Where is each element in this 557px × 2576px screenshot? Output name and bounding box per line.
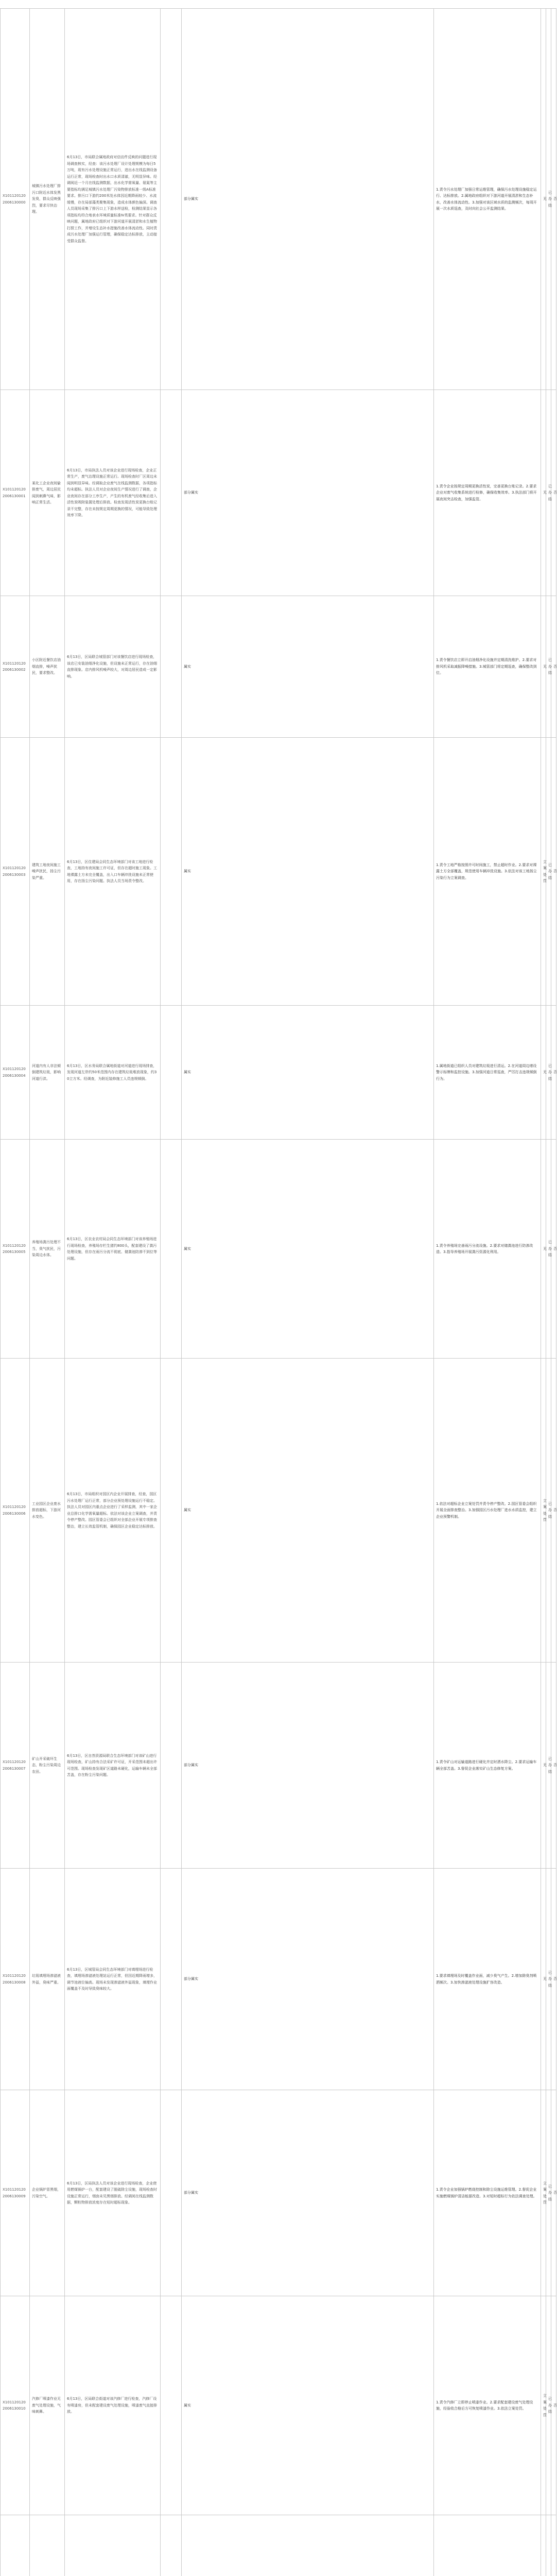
cell-flag: 已办结 — [546, 390, 551, 596]
cell-grade: 无 — [541, 1140, 546, 1359]
cell-description: 6月13日，区城管局会同生态环境部门对填埋场进行检查，填埋场渗滤液处理站运行正常，但因近期降雨增多，调节池液位偏高。现场未发现渗滤液外溢现象，填埋作业面覆盖不及时导致臭味较大。 — [65, 1869, 161, 2090]
cell-measures: 1.责令企业按规定周期更换活性炭，完善更换台账记录。2.要求企业对废气收集系统进行检修，确保收集效率。3.执法部门将开展夜间突击检查，加强监管。 — [434, 390, 541, 596]
cell-flag: 已办结 — [546, 2090, 551, 2296]
table-row — [1, 2090, 556, 2296]
cell-measures: 1.依法对超标企业立案处罚并责令停产整改。2.园区管委会组织开展全面排查整治。3.加强园区污水处理厂进水水质监控，建立企业预警机制。 — [434, 1359, 541, 1663]
cell-result: 属实 — [182, 596, 434, 738]
cell-measures: 1.责令矿山对运输道路进行硬化并定时洒水降尘。2.要求运输车辆全部苫盖。3.督促企业落实矿山生态修复方案。 — [434, 1663, 541, 1869]
cell-code: X1011201202006130008 — [1, 1869, 30, 2090]
cell-flag — [546, 2515, 551, 2576]
cell-grade: 立案处罚 — [541, 1359, 546, 1663]
cell-grade — [541, 2515, 546, 2576]
cell-measures: 1.责令餐饮店立即开启油烟净化设施并定期清洗维护。2.要求对排风机采取减振降噪措施。3.城管部门将定期巡查，确保整改到位。 — [434, 596, 541, 738]
cell-grade: 无 — [541, 1006, 546, 1140]
cell-description: 6月13日，市局执法人员对该企业进行现场检查，企业正常生产，废气治理设施正常运行。现场检查时厂区周边未闻到明显异味。经调取企业废气在线监测数据，各项指标均未超标。执法人员对企业夜间生产情况进行了调查，企业夜间存在部分工序生产，产生的有机废气经收集后进入活性炭吸附装置处理后排放。检查发现活性炭更换台账记录不完整，存在未按规定周期更换的情况，可能导致处理效率下降。 — [65, 390, 161, 596]
cell-description — [65, 2515, 161, 2576]
cell-category: 企业锅炉冒黑烟，污染空气。 — [30, 2090, 65, 2296]
cell-category: 垃圾填埋场渗滤液外溢，臭味严重。 — [30, 1869, 65, 2090]
cell-result: 属实 — [182, 738, 434, 1006]
cell-category: 建筑工地夜间施工噪声扰民，扬尘污染严重。 — [30, 738, 65, 1006]
table-row — [1, 1140, 556, 1359]
cell-measures: 1.责令工地严格按照许可时间施工，禁止超时作业。2.要求对裸露土方全部覆盖，规范使用车辆冲洗设施。3.依法对该工地扬尘污染行为立案调查。 — [434, 738, 541, 1006]
cell-area — [161, 1006, 182, 1140]
petition-table — [0, 8, 556, 2576]
cell-result: 部分属实 — [182, 2090, 434, 2296]
cell-category: 养殖场粪污处理不当，臭气扰民，污染周边水体。 — [30, 1140, 65, 1359]
table-row — [1, 2515, 556, 2576]
cell-grade: 无 — [541, 1663, 546, 1869]
cell-result: 属实 — [182, 2296, 434, 2515]
cell-code: X1011201202006130002 — [1, 596, 30, 738]
cell-category: 工业园区企业废水排放超标，下游河水变色。 — [30, 1359, 65, 1663]
cell-description: 6月13日，区农业农村局会同生态环境部门对该养殖场进行现场检查，养殖场存栏生猪约800头，配套建设了粪污处理设施，但存在雨污分流不彻底、储粪池防渗不到位等问题。 — [65, 1140, 161, 1359]
cell-description: 6月13日，区局联合城管部门对该餐饮店进行现场检查，该店已安装油烟净化设施，但设施未正常运行，存在油烟直排现象。店内排风机噪声较大，对周边居民造成一定影响。 — [65, 596, 161, 738]
cell-result: 属实 — [182, 1359, 434, 1663]
cell-tail: 否 — [551, 1140, 556, 1359]
cell-area — [161, 9, 182, 390]
cell-area — [161, 596, 182, 738]
cell-tail: 否 — [551, 1006, 556, 1140]
cell-category: 某化工企业夜间偷排废气，周边居民闻到刺鼻气味，影响正常生活。 — [30, 390, 65, 596]
petition-grid — [0, 8, 556, 2576]
cell-code: X1011201202006130004 — [1, 1006, 30, 1140]
cell-tail: 否 — [551, 2090, 556, 2296]
cell-tail: 否 — [551, 1663, 556, 1869]
cell-measures: 1.要求填埋场及时覆盖作业面，减少臭气产生。2.增加除臭剂喷洒频次。3.加快渗滤液处理设施扩容改造。 — [434, 1869, 541, 2090]
cell-grade: 无 — [541, 1869, 546, 2090]
cell-result: 部分属实 — [182, 390, 434, 596]
cell-flag: 已办结 — [546, 738, 551, 1006]
cell-code: X1011201202006130007 — [1, 1663, 30, 1869]
cell-flag: 已办结 — [546, 596, 551, 738]
table-row — [1, 1359, 556, 1663]
cell-flag: 已办结 — [546, 2296, 551, 2515]
cell-result: 部分属实 — [182, 1869, 434, 2090]
cell-tail: 否 — [551, 1359, 556, 1663]
cell-grade: 立案处罚 — [541, 2296, 546, 2515]
cell-flag: 已办结 — [546, 1359, 551, 1663]
cell-flag: 已办结 — [546, 1140, 551, 1359]
cell-measures: 1.属地街道已组织人员对建筑垃圾进行清运。2.在河道周边增设警示标牌和监控设施。3.加强河道日常巡查，严厉打击违规倾倒行为。 — [434, 1006, 541, 1140]
cell-area — [161, 390, 182, 596]
cell-result: 属实 — [182, 1006, 434, 1140]
table-row — [1, 596, 556, 738]
cell-grade: 立案处罚 — [541, 738, 546, 1006]
cell-grade: 立案处罚 — [541, 2090, 546, 2296]
cell-measures: 1.责令污水处理厂加强日常运维管理，确保污水处理设施稳定运行、达标排放。2.属地政府组织对下游河道开展清淤和生态补水，改善水体流动性。3.加强对该区域水质的监测频次，每周开展一次水质巡查，及时向社会公开监测结果。 — [434, 9, 541, 390]
cell-measures: 1.责令企业加强锅炉燃烧控制和除尘设施运维管理。2.督促企业实施燃煤锅炉清洁能源改造。3.对短时超标行为依法调查处理。 — [434, 2090, 541, 2296]
cell-area — [161, 1359, 182, 1663]
cell-result: 属实 — [182, 1140, 434, 1359]
cell-category — [30, 2515, 65, 2576]
cell-description: 6月13日，区水务局联合属地街道对河道进行现场排查，发现河道左岸约50米范围内存在建筑垃圾堆放现象，约30立方米。经调查，为附近装修施工人员违规倾倒。 — [65, 1006, 161, 1140]
cell-grade: 无 — [541, 9, 546, 390]
cell-code: X1011201202006130003 — [1, 738, 30, 1006]
cell-tail: 否 — [551, 9, 556, 390]
cell-flag: 已办结 — [546, 1006, 551, 1140]
cell-tail — [551, 2515, 556, 2576]
cell-flag: 已办结 — [546, 9, 551, 390]
cell-area — [161, 1140, 182, 1359]
cell-grade: 无 — [541, 596, 546, 738]
cell-code: X1011201202006130005 — [1, 1140, 30, 1359]
table-row — [1, 9, 556, 390]
table-row — [1, 1663, 556, 1869]
cell-area — [161, 1869, 182, 2090]
cell-description: 6月13日，区住建局会同生态环境部门对该工地进行检查，工地持有夜间施工许可证，但存在超时施工现象。工地裸露土方未完全覆盖，出入口车辆冲洗设施未正常使用，存在扬尘污染问题。执法人员当场责令整改。 — [65, 738, 161, 1006]
cell-area — [161, 738, 182, 1006]
cell-description: 6月13日，市局组织对园区内企业开展排查，经查，园区污水处理厂运行正常，部分企业预处理设施运行不稳定。执法人员对园区内重点企业进行了采样监测，其中一家企业总排口化学需氧量超标。依法对该企业立案调查，并责令停产整改。园区管委会已组织对全部企业开展专项排查整治，建立长效监管机制，确保园区企业稳定达标排放。 — [65, 1359, 161, 1663]
cell-flag: 已办结 — [546, 1663, 551, 1869]
cell-category: 矿山开采破坏生态，粉尘污染周边农田。 — [30, 1663, 65, 1869]
cell-code: X1011201202006130001 — [1, 390, 30, 596]
cell-code: X1011201202006130000 — [1, 9, 30, 390]
cell-area — [161, 1663, 182, 1869]
cell-result: 部分属实 — [182, 1663, 434, 1869]
cell-area — [161, 2296, 182, 2515]
cell-category: 城镇污水处理厂排污口附近水体发黑发臭，群众反映强烈，要求尽快治理。 — [30, 9, 65, 390]
cell-category: 汽修厂喷漆作业无废气处理设施，气味刺鼻。 — [30, 2296, 65, 2515]
cell-flag: 已办结 — [546, 1869, 551, 2090]
table-row — [1, 1006, 556, 1140]
cell-tail: 否 — [551, 390, 556, 596]
cell-code: X1011201202006130006 — [1, 1359, 30, 1663]
cell-tail: 否 — [551, 596, 556, 738]
cell-area — [161, 2515, 182, 2576]
cell-description: 6月13日，市局联合属地政府对信访件反映的问题进行现场调查核实，经查：该污水处理厂设计处理规模为每日5万吨，现有污水处理设施正常运行，进出水在线监测设备运行正常，现场检查时出水口水质清澈，无明显异味。经调阅近一个月在线监测数据，出水化学需氧量、氨氮等主要指标均满足城镇污水处理厂污染物排放标准一级A标准要求。排污口下游约200米处水体因近期降雨较少、水流缓慢，存在局部藻类聚集现象，造成水体颜色偏深。调查人员现场采集了排污口上下游水样送检，检测结果显示各项指标均符合地表水环境质量标准Ⅳ类要求。针对群众反映问题，属地政府已组织对下游河道开展清淤和水生植物打捞工作，并增设生态补水措施改善水体流动性。同时责成污水处理厂加强运行管理，确保稳定达标排放，主动接受群众监督。 — [65, 9, 161, 390]
table-row — [1, 738, 556, 1006]
cell-grade: 无 — [541, 390, 546, 596]
cell-result: 部分属实 — [182, 9, 434, 390]
cell-code: X1011201202006130009 — [1, 2090, 30, 2296]
table-body — [1, 9, 556, 2576]
cell-tail: 否 — [551, 2296, 556, 2515]
cell-code — [1, 2515, 30, 2576]
cell-tail: 否 — [551, 1869, 556, 2090]
cell-code: X1011201202006130010 — [1, 2296, 30, 2515]
cell-description: 6月13日，区局执法人员对该企业进行现场检查，企业使用燃煤锅炉一台，配套建设了脱硫除尘设施，现场检查时设施正常运行，烟囱未见黑烟排放。经调阅在线监测数据，颗粒物排放浓度存在短时超标现象。 — [65, 2090, 161, 2296]
cell-description: 6月13日，区局联合街道对该汽修厂进行检查，汽修厂设有喷漆房，但未配套建设废气处理设施，喷漆废气直接排放。 — [65, 2296, 161, 2515]
table-row — [1, 1869, 556, 2090]
cell-measures: 1.责令汽修厂立即停止喷漆作业。2.要求配套建设废气处理设施，经验收合格后方可恢复喷漆作业。3.依法立案处罚。 — [434, 2296, 541, 2515]
cell-description: 6月13日，区自然资源局联合生态环境部门对该矿山进行现场检查，矿山持有合法采矿许可证，开采范围未超出许可范围。现场检查发现矿区道路未硬化，运输车辆未全部苫盖，存在粉尘污染问题。 — [65, 1663, 161, 1869]
table-row — [1, 2296, 556, 2515]
cell-tail: 否 — [551, 738, 556, 1006]
cell-category: 河道内有人非法倾倒建筑垃圾，影响河道行洪。 — [30, 1006, 65, 1140]
cell-area — [161, 2090, 182, 2296]
cell-measures — [434, 2515, 541, 2576]
table-row — [1, 390, 556, 596]
cell-measures: 1.责令养殖场完善雨污分流设施。2.要求对储粪池进行防渗改造。3.指导养殖场开展粪污资源化利用。 — [434, 1140, 541, 1359]
cell-category: 小区附近餐饮店油烟直排，噪声扰民，要求整改。 — [30, 596, 65, 738]
cell-result — [182, 2515, 434, 2576]
